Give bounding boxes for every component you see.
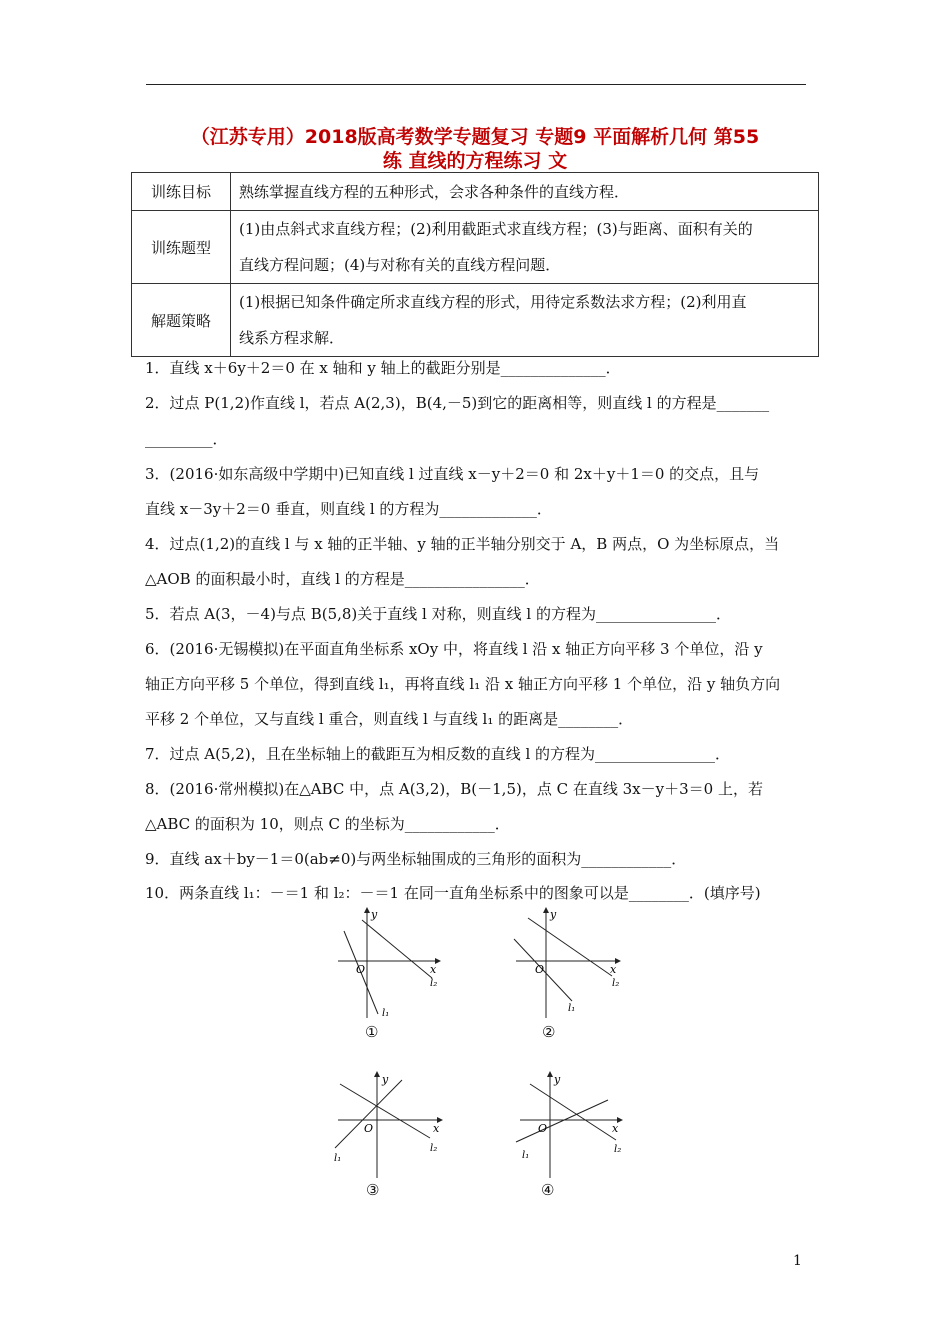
question-line: △ABC 的面积为 10，则点 C 的坐标为____________． <box>145 815 510 833</box>
y-label: y <box>371 908 378 921</box>
graph-caption: ③ <box>366 1181 380 1199</box>
graph-option-1 <box>330 906 450 1021</box>
y-label: y <box>554 1073 561 1086</box>
x-label: x <box>430 963 437 976</box>
question-line: △AOB 的面积最小时，直线 l 的方程是________________． <box>145 570 540 588</box>
graph-option-2 <box>508 906 628 1021</box>
l2-label: l₂ <box>430 978 438 989</box>
row-text: (1)根据已知条件确定所求直线方程的形式，用待定系数法求方程；(2)利用直 线系方程求解． <box>231 284 819 357</box>
x-label: x <box>433 1122 440 1135</box>
graph-caption: ① <box>365 1023 379 1041</box>
question-line: 1．直线 x＋6y＋2＝0 在 x 轴和 y 轴上的截距分别是______________． <box>145 359 621 377</box>
question-line: 9．直线 ax＋by－1＝0(ab≠0)与两坐标轴围成的三角形的面积为____________． <box>145 850 687 868</box>
l1-label: l₁ <box>334 1153 342 1164</box>
question-line: 8．(2016·常州模拟)在△ABC 中，点 A(3,2)，B(－1,5)，点 C 在直线 3x－y＋3＝0 上，若 <box>145 780 763 798</box>
l2-label: l₂ <box>430 1143 438 1154</box>
question-line: 轴正方向平移 5 个单位，得到直线 l₁，再将直线 l₁ 沿 x 轴正方向平移 1 个单位，沿 y 轴负方向 <box>145 675 781 693</box>
x-label: x <box>612 1122 619 1135</box>
question-line: 10．两条直线 l₁：－＝1 和 l₂：－＝1 在同一直角坐标系中的图象可以是________．(填序号) <box>145 884 761 902</box>
question-line: 5．若点 A(3，－4)与点 B(5,8)关于直线 l 对称，则直线 l 的方程为________________． <box>145 605 731 623</box>
question-line: 平移 2 个单位，又与直线 l 重合，则直线 l 与直线 l₁ 的距离是________． <box>145 710 634 728</box>
question-line: 2．过点 P(1,2)作直线 l，若点 A(2,3)，B(4,－5)到它的距离相等，则直线 l 的方程是_______ <box>145 394 770 412</box>
page-number: 1 <box>793 1253 802 1269</box>
row-text: 熟练掌握直线方程的五种形式，会求各种条件的直线方程． <box>231 173 819 211</box>
table-row <box>132 173 819 211</box>
graph-option-3 <box>330 1070 450 1182</box>
question-line: 7．过点 A(5,2)，且在坐标轴上的截距互为相反数的直线 l 的方程为________________． <box>145 745 731 763</box>
row-text: (1)由点斜式求直线方程；(2)利用截距式求直线方程；(3)与距离、面积有关的 直线方程问题；(4)与对称有关的直线方程问题． <box>231 211 819 284</box>
line-l1 <box>335 1080 402 1148</box>
l1-label: l₁ <box>382 1008 390 1019</box>
origin-label: O <box>538 1122 548 1135</box>
question-line: 6．(2016·无锡模拟)在平面直角坐标系 xOy 中，将直线 l 沿 x 轴正方向平移 3 个单位，沿 y <box>145 640 763 658</box>
line-l2 <box>362 920 432 978</box>
l2-label: l₂ <box>614 1144 622 1155</box>
graph-caption: ④ <box>541 1181 555 1199</box>
question-line: 3．(2016·如东高级中学期中)已知直线 l 过直线 x－y＋2＝0 和 2x＋y＋1＝0 的交点，且与 <box>145 465 760 483</box>
table-row <box>132 284 819 357</box>
question-line: _________． <box>145 430 228 448</box>
y-label: y <box>550 908 557 921</box>
y-label: y <box>382 1073 389 1086</box>
row-label: 训练目标 <box>132 173 231 211</box>
l2-label: l₂ <box>612 978 620 989</box>
question-line: 直线 x－3y＋2＝0 垂直，则直线 l 的方程为_____________． <box>145 500 552 518</box>
l1-label: l₁ <box>522 1150 530 1161</box>
line-l1 <box>516 1100 608 1142</box>
graph-caption: ② <box>542 1023 556 1041</box>
graph-option-4 <box>512 1070 632 1182</box>
origin-label: O <box>535 963 545 976</box>
doc-title-line-2: 练 直线的方程练习 文 <box>382 150 568 172</box>
origin-label: O <box>364 1122 374 1135</box>
table-row <box>132 211 819 284</box>
doc-title-line-1: （江苏专用）2018版高考数学专题复习 专题9 平面解析几何 第55 <box>190 126 760 148</box>
header-rule <box>146 84 806 85</box>
row-label: 训练题型 <box>132 211 231 284</box>
training-info-table <box>131 172 819 357</box>
row-label: 解题策略 <box>132 284 231 357</box>
origin-label: O <box>356 963 366 976</box>
l1-label: l₁ <box>568 1003 576 1014</box>
x-label: x <box>610 963 617 976</box>
question-line: 4．过点(1,2)的直线 l 与 x 轴的正半轴、y 轴的正半轴分别交于 A，B 两点，O 为坐标原点，当 <box>145 535 780 553</box>
